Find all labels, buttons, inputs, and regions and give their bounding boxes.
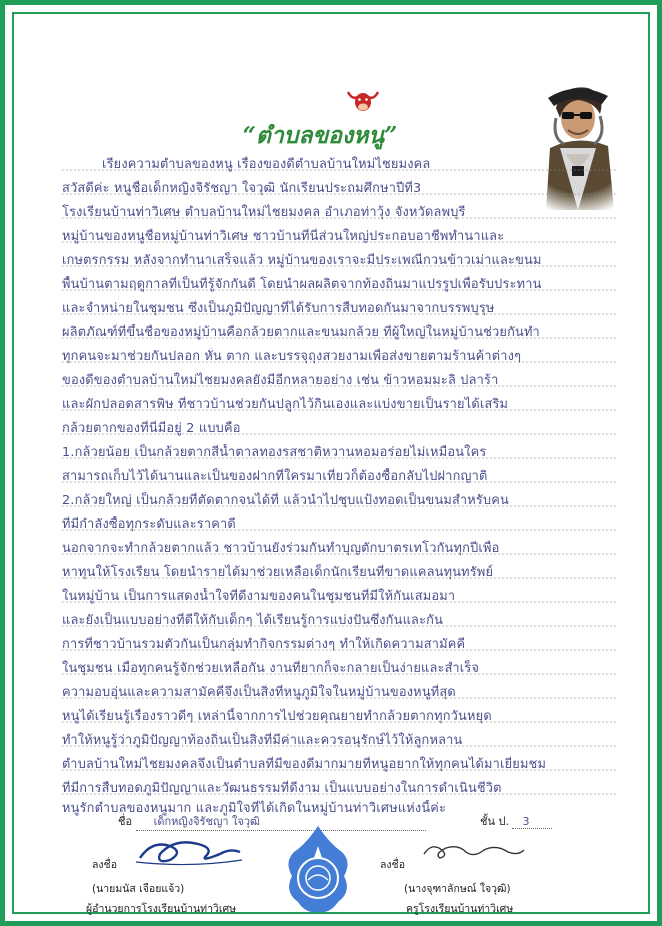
body-line: ที่มีการสืบทอดภูมิปัญญาและวัฒนธรรมที่ดีงาม เป็นแบบอย่างในการดำเนินชีวิต xyxy=(62,781,502,796)
body-line: พื้นบ้านตามฤดูกาลที่เป็นที่รู้จักกันดี โดยนำผลผลิตจากท้องถิ่นมาแปรรูปเพื่อรับประทาน xyxy=(62,277,542,292)
body-line: เกษตรกรรม หลังจากทำนาเสร็จแล้ว หมู่บ้านของเราจะมีประเพณีกวนข้าวเม่าและขนม xyxy=(62,253,542,268)
body-line: ทุกคนจะมาช่วยกันปลอก หั่น ตาก และบรรจุถุงสวยงามเพื่อส่งขายตามร้านค้าต่างๆ xyxy=(62,349,522,364)
school-stamp xyxy=(282,822,354,918)
body-line: ที่มีกำลังซื้อทุกระดับและราคาดี xyxy=(62,517,236,532)
body-line: หนูรักตำบลของหนูมาก และภูมิใจที่ได้เกิดในหมู่บ้านท่าวิเศษแห่งนี้ค่ะ xyxy=(62,801,447,816)
body-line: การที่ชาวบ้านรวมตัวกันเป็นกลุ่มทำกิจกรรมต่างๆ ทำให้เกิดความสามัคคี xyxy=(62,637,466,652)
body-line: ในชุมชน เมื่อทุกคนรู้จักช่วยเหลือกัน งานที่ยากก็จะกลายเป็นง่ายและสำเร็จ xyxy=(62,661,480,676)
class-label: ชั้น ป. xyxy=(480,815,509,828)
body-line: และยังเป็นแบบอย่างที่ดีให้กับเด็กๆ ได้เรียนรู้การแบ่งปันซึ่งกันและกัน xyxy=(62,613,444,628)
left-signature-mark xyxy=(130,834,246,868)
body-line: ทำให้หนูรู้ว่าภูมิปัญญาท้องถิ่นเป็นสิ่งที่มีค่าและควรอนุรักษ์ไว้ให้ลูกหลาน xyxy=(62,733,463,748)
left-signer-name: (นายมนัส เจือยแจ้ว) xyxy=(92,883,185,895)
body-line: โรงเรียนบ้านท่าวิเศษ ตำบลบ้านใหม่ไชยมงคล อำเภอท่าวุ้ง จังหวัดลพบุรี xyxy=(62,205,466,220)
body-line: ตำบลบ้านใหม่ไชยมงคลจึงเป็นตำบลที่มีของดีมากมายที่หนูอยากให้ทุกคนได้มาเยี่ยมชม xyxy=(62,757,547,772)
body-line: เรียงความตำบลของหนู เรื่องของดีตำบลบ้านใหม่ไชยมงคล xyxy=(102,157,431,172)
body-line: และผักปลอดสารพิษ ที่ชาวบ้านช่วยกันปลูกไว้กินเองและแบ่งขายเป็นรายได้เสริม xyxy=(62,397,509,412)
body-line: ผลิตภัณฑ์ที่ขึ้นชื่อของหมู่บ้านคือกล้วยตากและขนมกล้วย ที่ผู้ใหญ่ในหมู่บ้านช่วยกันทำ xyxy=(62,325,540,340)
body-line: สามารถเก็บไว้ได้นานและเป็นของฝากที่ใครมาเที่ยวก็ต้องซื้อกลับไปฝากญาติ xyxy=(62,469,488,484)
right-signer-position: ครูโรงเรียนบ้านท่าวิเศษ xyxy=(406,903,514,915)
body-line: นอกจากจะทำกล้วยตากแล้ว ชาวบ้านยังร่วมกันทำบุญตักบาตรเทโวกันทุกปีเพื่อ xyxy=(62,541,500,556)
student-name: เด็กหญิงจิรัชญา ใจวุฒิ xyxy=(136,812,426,831)
body-line: ความอบอุ่นและความสามัคคีจึงเป็นสิ่งที่หนูภูมิใจในหมู่บ้านของหนูที่สุด xyxy=(62,685,456,700)
right-signer-name: (นางจุฑาลักษณ์ ใจวุฒิ) xyxy=(404,883,511,895)
body-line: หนูได้เรียนรู้เรื่องราวดีๆ เหล่านี้จากการไปช่วยคุณยายทำกล้วยตากทุกวันหยุด xyxy=(62,709,492,724)
body-line: และจำหน่ายในชุมชน ซึ่งเป็นภูมิปัญญาที่ได้รับการสืบทอดกันมาจากบรรพบุรุษ xyxy=(62,301,495,316)
right-sign-label: ลงชื่อ xyxy=(380,859,405,871)
body-line: สวัสดีค่ะ หนูชื่อเด็กหญิงจิรัชญา ใจวุฒิ นักเรียนประถมศึกษาปีที่3 xyxy=(62,181,422,196)
class-row xyxy=(480,812,552,830)
student-name-row xyxy=(118,812,426,831)
bull-logo-icon xyxy=(346,88,380,114)
class-value: 3 xyxy=(512,815,552,829)
body-line: 1.กล้วยน้อย เป็นกล้วยตากสีน้ำตาลทองรสชาติหวานหอมอร่อยไม่เหมือนใคร xyxy=(62,445,487,460)
left-sign-label: ลงชื่อ xyxy=(92,859,117,871)
body-line: หาทุนให้โรงเรียน โดยนำรายได้มาช่วยเหลือเด็กนักเรียนที่ขาดแคลนทุนทรัพย์ xyxy=(62,565,494,580)
body-line: ในหมู่บ้าน เป็นการแสดงน้ำใจที่ดีงามของคนในชุมชนที่มีให้กันเสมอมา xyxy=(62,589,456,604)
left-signer-position: ผู้อำนวยการโรงเรียนบ้านท่าวิเศษ xyxy=(86,903,237,915)
right-signature-mark xyxy=(418,836,528,866)
body-line: หมู่บ้านของหนูชื่อหมู่บ้านท่าวิเศษ ชาวบ้านที่นี่ส่วนใหญ่ประกอบอาชีพทำนาและ xyxy=(62,229,505,244)
body-line: กล้วยตากของที่นี่มีอยู่ 2 แบบคือ xyxy=(62,421,241,436)
body-line: 2.กล้วยใหญ่ เป็นกล้วยที่ตัดตากจนได้ที่ แล้วนำไปชุบแป้งทอดเป็นขนมสำหรับคน xyxy=(62,493,509,508)
document-title: “ตำบลของหนู” xyxy=(242,122,398,149)
name-label: ชื่อ xyxy=(118,815,133,828)
body-line: ของดีของตำบลบ้านใหม่ไชยมงคลยังมีอีกหลายอย่าง เช่น ข้าวหอมมะลิ ปลาร้า xyxy=(62,373,499,388)
